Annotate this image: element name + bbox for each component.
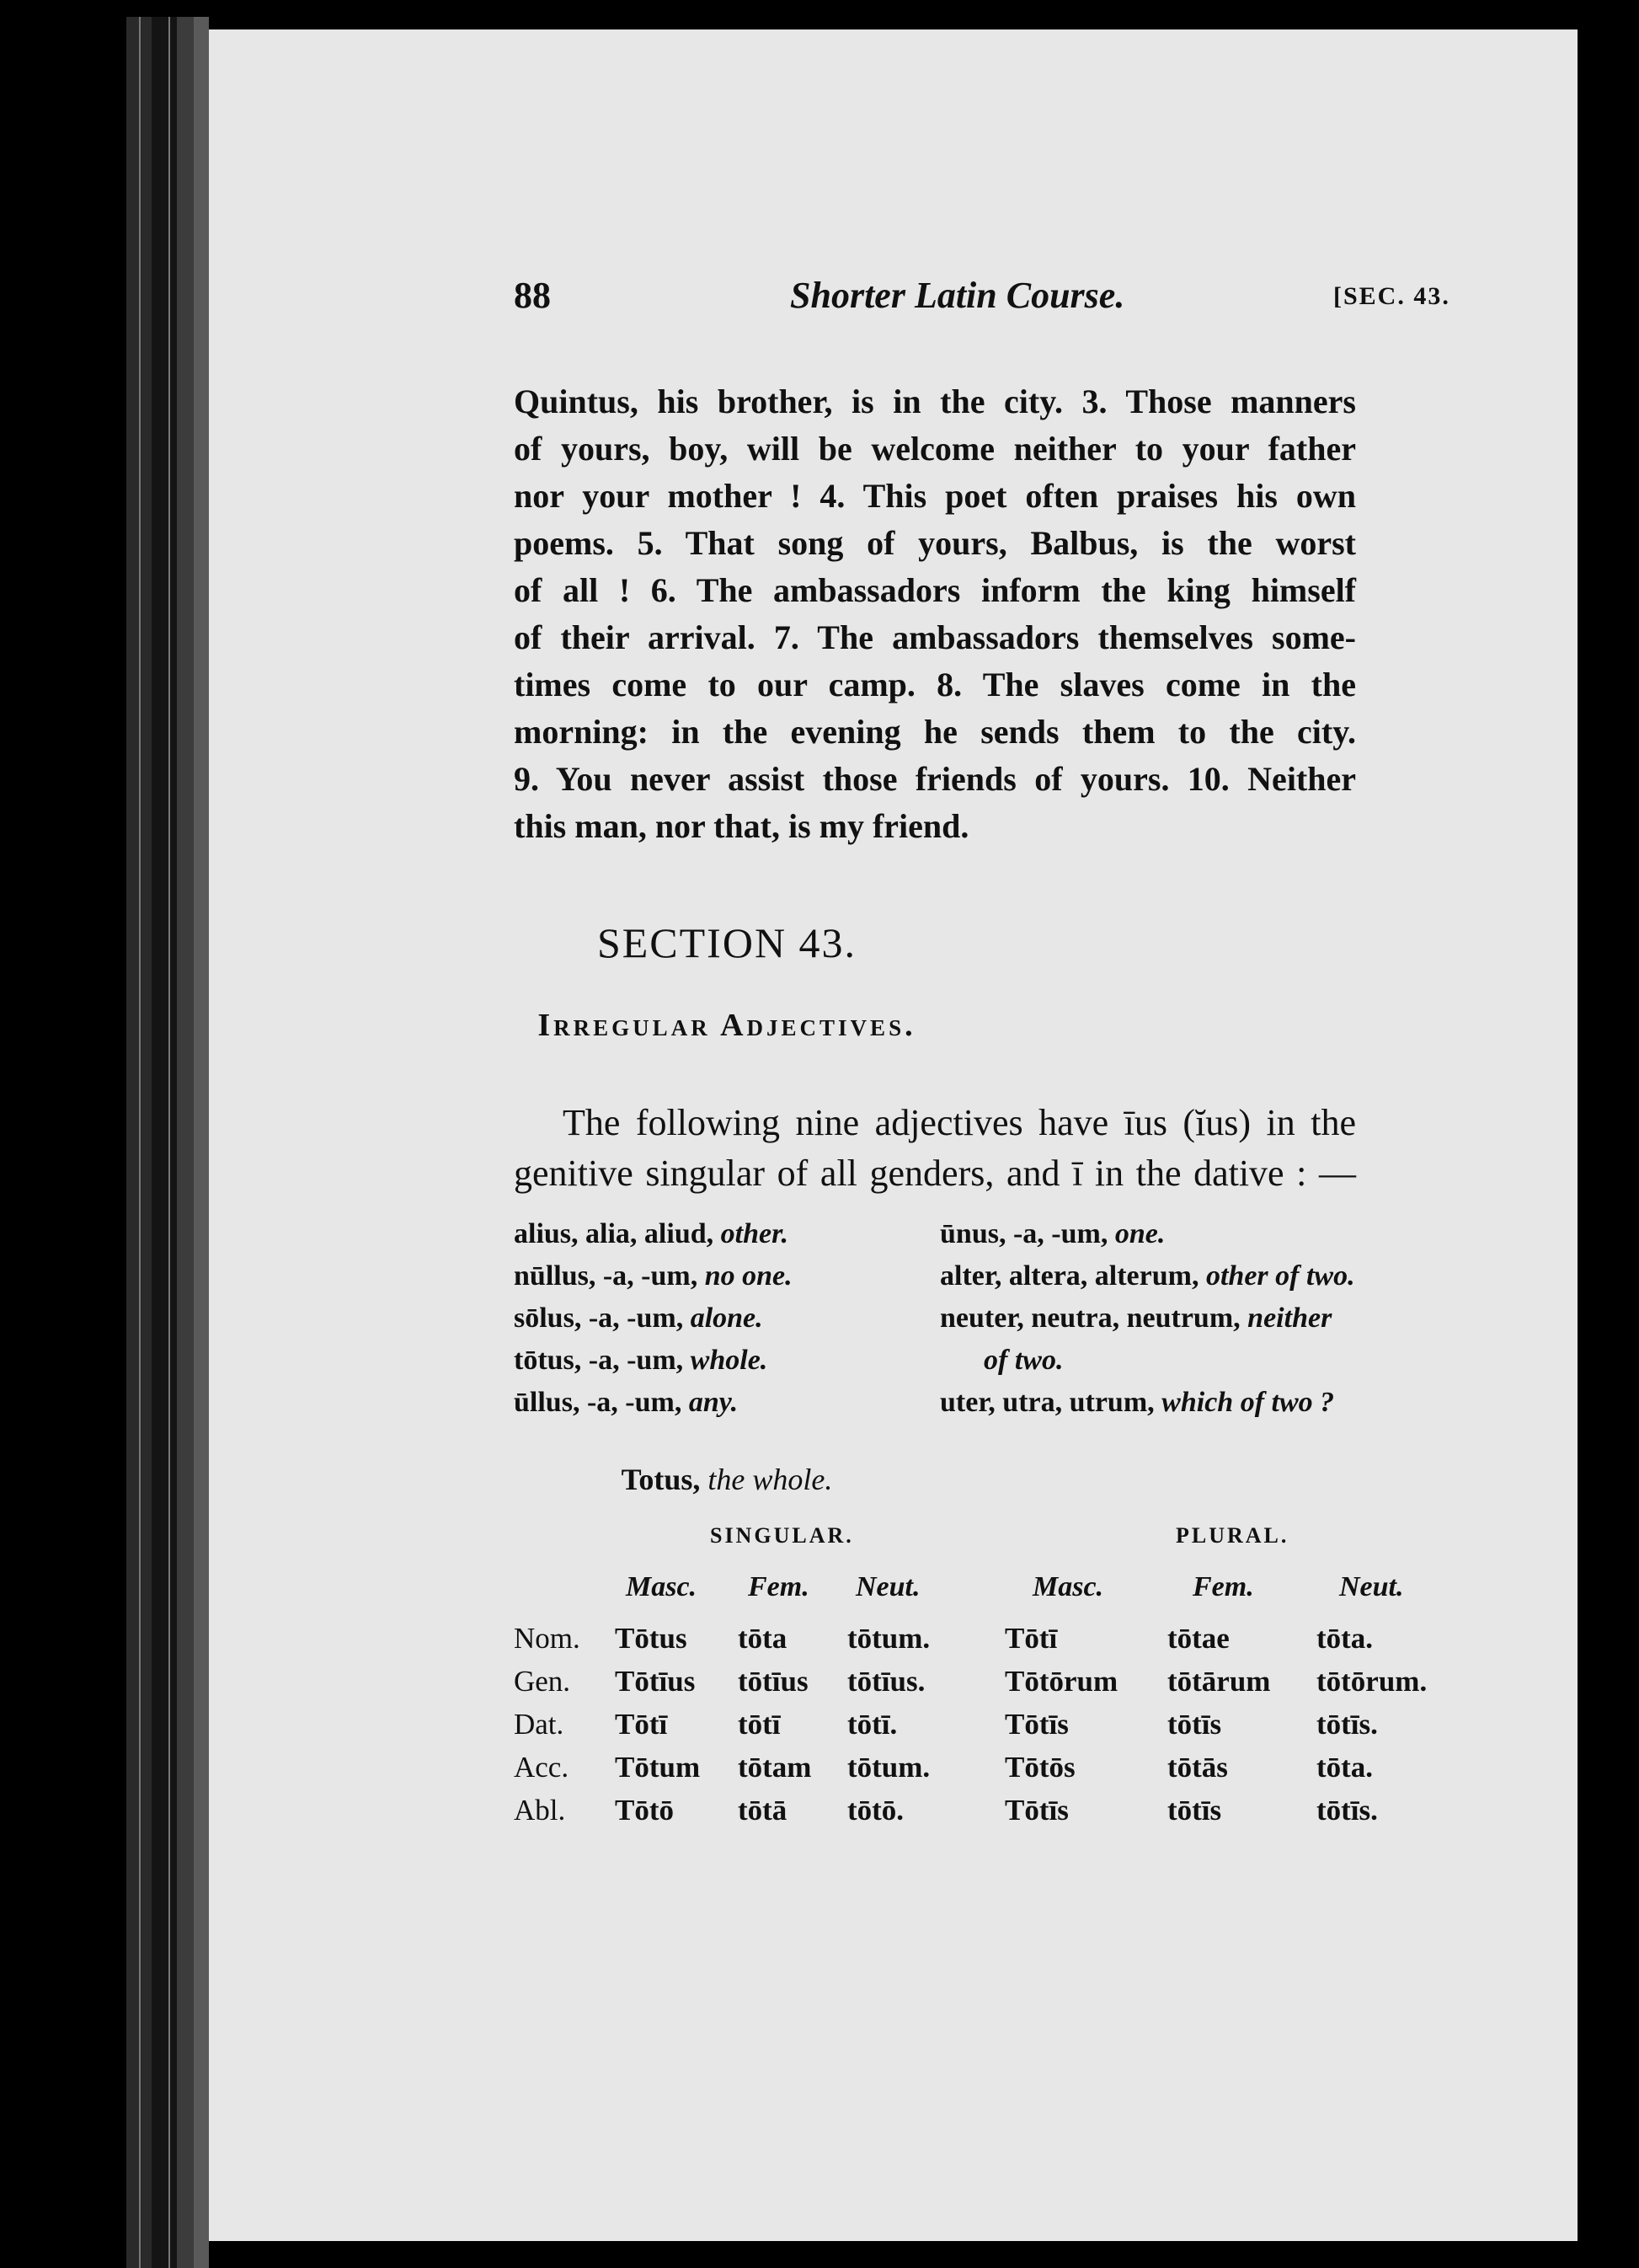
exercise-line: this man, nor that, is my friend. <box>514 807 969 845</box>
adjective-meaning: which of two ? <box>1161 1387 1335 1418</box>
book-edge <box>152 17 177 2268</box>
exercise-line: of their arrival. 7. The ambassadors themselves some- <box>514 618 1356 656</box>
section-reference: [SEC. 43. <box>1333 282 1450 310</box>
adjective-forms: tōtus, -a, -um, <box>514 1345 684 1376</box>
column-header: Neut. <box>856 1571 921 1602</box>
book-edge-line <box>139 17 141 2268</box>
plural-label: PLURAL. <box>1176 1523 1289 1548</box>
column-header: Masc. <box>1033 1571 1104 1602</box>
form-cell: tōtī. <box>847 1708 898 1741</box>
adjective-meaning: other of two. <box>1205 1260 1355 1292</box>
page-number: 88 <box>514 275 551 316</box>
adjective-forms: ūnus, -a, -um, <box>940 1218 1108 1249</box>
adjective-meaning: neither <box>1247 1302 1332 1334</box>
book-edge <box>194 17 209 2268</box>
form-cell: tōtam <box>738 1751 812 1784</box>
form-cell: Tōtīus <box>615 1665 696 1698</box>
form-cell: tōtās <box>1167 1751 1228 1784</box>
form-cell: tōta. <box>1316 1622 1374 1655</box>
running-title: Shorter Latin Course. <box>790 275 1125 316</box>
form-cell: tōtīs <box>1167 1708 1222 1741</box>
form-cell: Tōtōrum <box>1005 1665 1118 1698</box>
intro-line: The following nine adjectives have īus (ĭus) in the <box>563 1102 1356 1143</box>
adjective-meaning: any. <box>688 1387 739 1418</box>
form-cell: Tōtīs <box>1005 1708 1069 1741</box>
section-subtitle: Irregular Adjectives. <box>537 1008 916 1043</box>
exercise-line: Quintus, his brother, is in the city. 3. Those manners <box>514 382 1356 420</box>
intro-line: genitive singular of all genders, and ī in the dative : — <box>514 1153 1356 1194</box>
adjective-entry <box>514 1340 767 1382</box>
adjective-entry <box>514 1213 788 1255</box>
case-label: Gen. <box>514 1665 571 1698</box>
form-cell: tōtīs. <box>1316 1794 1378 1827</box>
form-cell: tōta <box>738 1622 787 1655</box>
form-cell: tōtārum <box>1167 1665 1271 1698</box>
book-edge <box>177 17 194 2268</box>
adjective-forms: alius, alia, aliud, <box>514 1218 714 1249</box>
adjective-entry <box>984 1340 1063 1382</box>
column-header: Neut. <box>1339 1571 1404 1602</box>
exercise-line: 9. You never assist those friends of yours. 10. Neither <box>514 760 1356 798</box>
adjective-forms: alter, altera, alterum, <box>940 1260 1199 1292</box>
form-cell: tōtī <box>738 1708 781 1741</box>
column-header: Fem. <box>748 1571 809 1602</box>
form-cell: Tōtī <box>1005 1622 1058 1655</box>
form-cell: tōtā <box>738 1794 787 1827</box>
form-cell: tōtum. <box>847 1622 931 1655</box>
form-cell: tōtō. <box>847 1794 905 1827</box>
form-cell: Tōtōs <box>1005 1751 1076 1784</box>
form-cell: tōtīs. <box>1316 1708 1378 1741</box>
adjective-meaning: whole. <box>690 1345 768 1376</box>
case-label: Acc. <box>514 1751 569 1784</box>
adjective-entry <box>940 1213 1165 1255</box>
adjective-forms: uter, utra, utrum, <box>940 1387 1155 1418</box>
form-cell: tōtīus. <box>847 1665 926 1698</box>
adjective-forms: sōlus, -a, -um, <box>514 1302 684 1334</box>
form-cell: Tōtī <box>615 1708 668 1741</box>
adjective-forms: nūllus, -a, -um, <box>514 1260 698 1292</box>
adjective-entry <box>514 1255 793 1297</box>
adjective-meaning: other. <box>720 1218 788 1249</box>
form-cell: tōta. <box>1316 1751 1374 1784</box>
adjective-meaning: one. <box>1114 1218 1166 1249</box>
adjective-entry <box>940 1382 1334 1424</box>
column-header: Masc. <box>626 1571 697 1602</box>
form-cell: Tōtum <box>615 1751 701 1784</box>
exercise-line: nor your mother ! 4. This poet often praises his own <box>514 477 1356 515</box>
form-cell: Tōtīs <box>1005 1794 1069 1827</box>
page <box>209 29 1578 2241</box>
form-cell: tōtae <box>1167 1622 1230 1655</box>
section-title: SECTION 43. <box>596 919 857 966</box>
exercise-line: of yours, boy, will be welcome neither to your father <box>514 430 1356 468</box>
case-label: Nom. <box>514 1622 580 1655</box>
case-label: Dat. <box>514 1708 564 1741</box>
form-cell: tōtīus <box>738 1665 809 1698</box>
declension-gloss: the whole. <box>707 1463 833 1496</box>
exercise-line: morning: in the evening he sends them to the city. <box>514 713 1356 751</box>
form-cell: tōtīs <box>1167 1794 1222 1827</box>
declension-word: Totus, <box>621 1463 701 1496</box>
form-cell: tōtōrum. <box>1316 1665 1428 1698</box>
adjective-entry <box>940 1297 1332 1340</box>
adjective-meaning: no one. <box>704 1260 793 1292</box>
adjective-entry <box>514 1382 738 1424</box>
book-edge-line <box>168 17 170 2268</box>
form-cell: tōtum. <box>847 1751 931 1784</box>
adjective-meaning: alone. <box>690 1302 763 1334</box>
case-label: Abl. <box>514 1794 566 1827</box>
adjective-forms: neuter, neutra, neutrum, <box>940 1302 1241 1334</box>
declension-title <box>394 1462 1060 1497</box>
form-cell: Tōtō <box>615 1794 674 1827</box>
column-header: Fem. <box>1193 1571 1254 1602</box>
form-cell: Tōtus <box>615 1622 687 1655</box>
adjective-meaning: of two. <box>984 1345 1064 1376</box>
adjective-forms: ūllus, -a, -um, <box>514 1387 682 1418</box>
exercise-line: times come to our camp. 8. The slaves come in the <box>514 666 1356 703</box>
adjective-entry <box>514 1297 763 1340</box>
singular-label: SINGULAR. <box>710 1523 854 1548</box>
exercise-line: poems. 5. That song of yours, Balbus, is the worst <box>514 524 1356 562</box>
adjective-entry <box>940 1255 1355 1297</box>
exercise-line: of all ! 6. The ambassadors inform the king himself <box>514 571 1356 609</box>
